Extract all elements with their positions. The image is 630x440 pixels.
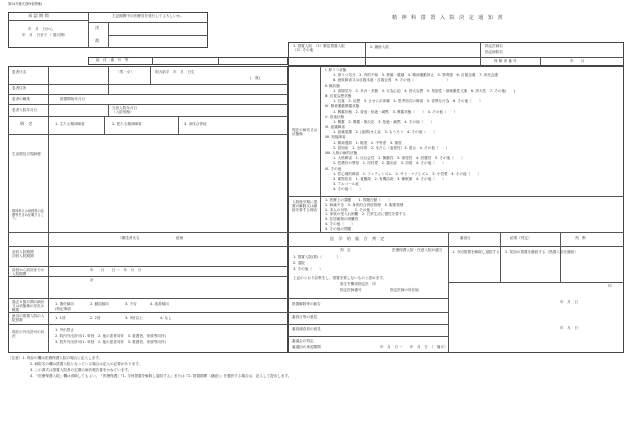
hospital-code: 保 険 者 番 号	[494, 59, 517, 63]
status-option-2: 2. 院内外出許可(1. 単独 2. 他の患者同伴 3. 看護者、家族等同伴)	[55, 334, 166, 338]
symptom-item: 2. 認知症 1. 全体的 2. まだら（血管性）3. 混合 4. その他（ ）	[333, 145, 450, 150]
past-visits-label: 前回入院期間 初回入院期間	[12, 250, 34, 259]
insurer-label: 指定医師番号	[340, 288, 362, 292]
occupation-label: 患者の職業	[12, 97, 30, 101]
impediment-item: 2. 本人の対処 1. その他（ ）	[325, 207, 385, 212]
symptom-item: Ⅶ. 知能障害	[325, 135, 346, 140]
final-label: 審議会の判定	[292, 339, 314, 343]
seal: 印	[608, 284, 612, 288]
history-label: 生活歴及び現病歴	[12, 152, 41, 156]
age-note: ( 歳)	[250, 76, 260, 80]
footnote: 4. 『医療保護入院』欄は省略してもよい。『医療保護』『1. 今回措置を解除し退院する』または『2. 措置期間（継続）』を選択する場合は、記入して提出します。	[30, 374, 292, 379]
diagnosis-option-3: 3. 身体合併症	[184, 122, 207, 126]
symptom-item: Ⅱ. 躁状態	[325, 83, 340, 88]
doctor-label: （陳述者氏名	[118, 236, 140, 240]
impediment-item: 2. 病識不全 3. 身体的合併症管理 4. 服薬管理	[325, 202, 404, 207]
symptom-item: Ⅵ. 意識障害	[325, 125, 345, 130]
treatment-option-1: 1. 悪化傾向	[55, 302, 74, 306]
impediment-item: 1. 家族の受入れ困難 2. 日常生活に慢性を要する	[325, 212, 407, 217]
status-option-3: 3. 院外外出許可(1. 単独 2. 他の患者同伴 3. 看護者、家族等同伴)	[55, 340, 166, 344]
history-note: 精神科又は神経科の診療等を含め記載すること。	[12, 209, 44, 221]
continued-admission: 2. 継続入院	[370, 45, 389, 49]
result-option-2: 2. 退院	[293, 261, 305, 265]
status-option-1: 1. 外出禁止	[55, 328, 74, 332]
approval-note: 左記期間中の医療券を発行してよろしいか。	[112, 14, 184, 18]
apply-header-1: 審査日	[460, 236, 471, 240]
treatment-note: (特記事項	[55, 307, 71, 311]
hospital-from: 年 月 日 ～ 年 月 日	[90, 268, 142, 272]
end-date: 年 月 日 ～ 年 月 日 （ 箇月）	[380, 345, 448, 349]
footnote: 3. この書式は措置入院者の定期の病状報告書をかねています。	[30, 368, 132, 373]
admission-type: 1. 措置入院 （1）緊急措置入院 （2）その他	[293, 44, 345, 53]
approval-review: 裁	[95, 38, 100, 43]
treatment-label: 過去６箇月間の病状又は状態像の変化の概要	[12, 300, 45, 313]
insurer-code: 指定医師の所在地	[390, 288, 419, 292]
dob-field: 明大昭平 年 月 日生	[155, 70, 195, 74]
impediment-item: 4. その他（ ）	[325, 221, 355, 226]
symptom-item: Ⅴ. 昏迷状態	[325, 114, 345, 119]
address-label: 患者住所	[12, 86, 27, 90]
approval-period-label: 承 認 期 間	[28, 13, 49, 18]
symptom-item: 1. 高揚気分 2. 多弁・多動 3. 行為心迫 4. 誇大妄想 5. 易怒性・被刺激性亢進 6. 誇大性 7. その他( )	[333, 88, 516, 93]
impediment-item: 3. その他の問題	[325, 226, 352, 231]
symptom-item: Ⅸ. その他	[325, 166, 342, 171]
symptom-item: 4. その他（ ）	[333, 187, 363, 192]
treatment-option-4: 4. 改善傾向	[150, 302, 169, 306]
apply-label: 措置解除等の勧告	[292, 302, 321, 306]
treatment-option-2: 2. 動揺傾向	[90, 302, 109, 306]
symptom-item: 1. 興奮状態 2. 昏迷・拒絶・緘黙 3. 興奮状態（ ） 4. その他（ ）	[333, 109, 458, 114]
symptom-item: Ⅷ. 人格の病的状態	[325, 151, 358, 155]
impediment-label: 入院後早期に措置の解除又は継続を要する理由	[292, 200, 318, 213]
count-option-3: 3. 3回以上	[125, 316, 143, 320]
symptom-item: Ⅰ. 抑うつ状態	[325, 68, 347, 72]
footnote: （注意）1. 保存の欄は医療保護入院の場合に記入します。	[8, 356, 103, 360]
referral-name: 指定医師名	[485, 44, 503, 48]
symptom-item: 1. 興奮 2. 興奮・無反応 3. 拒絶・緘黙 4. その他（ ）	[333, 119, 434, 124]
left-table	[8, 66, 288, 353]
evaluator-label: 審査日等の意見	[292, 315, 318, 319]
count-option-2: 2. 2回	[90, 316, 101, 320]
symptom-item: Ⅳ. 精神運動興奮状態	[325, 104, 360, 109]
note-sign: 厚生労働省指定医 印	[340, 282, 376, 286]
start-date-label: 措置開始年月日	[60, 97, 86, 101]
current-state-label: 現在の病状又は状態像	[292, 128, 318, 137]
symptom-list	[325, 68, 621, 193]
footnote: 2. 病院名の欄は措置入院となっている場合は記入の必要があります。	[30, 362, 143, 367]
end-date-label: 審議回の承認期間	[292, 345, 321, 349]
impediment-item: 3. 住居確保の困難性	[325, 217, 359, 222]
symptom-item: 1. 意識混濁 2. (夜間)せん妄 3. もうろう 4. その他（ ）	[333, 130, 437, 135]
symptom-item: 1. 性心理的障害 1. フェティシズム 2. サド・マゾヒズム 3. 小児愛 4. その他（ ）	[333, 171, 481, 176]
symptom-item: 1. 精神遅滞 1. 軽度 2. 中等度 3. 重度	[333, 140, 402, 145]
symptom-item: 3. アルコール症	[333, 182, 359, 187]
judge-label: 判 定	[340, 248, 351, 252]
apply-header-3: 判 断	[575, 236, 586, 240]
approval-to: 年 月 日まで （ 箇月間）	[22, 33, 68, 37]
form-number: 第24号様式(第9条関係)	[8, 2, 43, 6]
final-date: 年 月 日	[560, 326, 578, 330]
symptom-item: 2. 性嗜好の異常 1. 同性愛 2. 露出症 3. 窃視 4. その他（ ）	[333, 161, 446, 166]
symptom-item: 8. 意欲障害又は自殺未遂・自殺企図 9. その他（ ）	[333, 78, 450, 83]
symptom-item: Ⅲ. 幻覚妄想状態	[325, 93, 352, 98]
judge-result: 医療保護入院・任意入院が適当	[392, 248, 443, 252]
symptom-item: 1. 抑うつ気分 2. 内的不穏 3. 焦燥・激越 4. 精神運動抑止 5. 罪責感 6. 自殺念慮 7. 希死念慮	[333, 73, 498, 78]
total-label: 計	[90, 278, 94, 282]
admission-form-label: 当該入院年月日 （入院形態）	[112, 106, 138, 115]
count-row-label: 最近の措置入院の入院回数	[12, 314, 45, 323]
apply-row-1: 1. 今回措置を解除し退院する	[452, 250, 500, 254]
note-line: 上記のとおり診察をし、措置を要しないものと認めます。	[293, 276, 387, 280]
sex-field: （男・女）	[116, 70, 134, 74]
diagnosis-option-2: 2. 従たる精神障害	[112, 122, 142, 126]
past-hospital-label: 前回から前回までの入院期間	[12, 268, 45, 277]
approval-decision: 決	[95, 25, 100, 30]
patient-name-label: 患者氏名	[12, 70, 27, 74]
other-date: 年 月 日	[560, 300, 578, 304]
admission-date-label: 患者入院年月日	[12, 108, 38, 112]
treatment-option-3: 3. 不変	[125, 302, 137, 306]
status-label: 現在の外出許可の状況	[12, 330, 45, 339]
symptom-item: 2. 薬物依存 1. 覚醒剤 2. 有機溶剤 3. 睡眠薬 4. その他（ ）	[333, 176, 446, 181]
hospital-name: 指定病院名	[485, 50, 503, 54]
benefit-number-label: 給 付 番 号 等	[96, 58, 129, 62]
symptom-item: 1. 幻覚 2. 妄想 3. させられ体験 4. 思考形式の障害 5. 奇異な行為 6. その他（ ）	[333, 99, 483, 104]
apply-row-2: 2. 従前の措置を継続する（措置入院を継続）	[505, 250, 578, 254]
footnotes	[8, 356, 624, 381]
other-label: 審査調査員の意見	[292, 327, 321, 331]
count-option-4: 4. なし	[160, 316, 172, 320]
diagnosis-option-1: 1. 主たる精神障害	[55, 122, 85, 126]
result-option-3: 3. その他（ ）	[293, 267, 323, 271]
impediment-item: 1. 医療上の課題 1. 問題行動（ ）	[325, 198, 392, 202]
symptom-item: 1. 人格障害 1. 反社会性 2. 衝動性 3. 演技性 4. 回避性 5. その他（ ）	[333, 156, 465, 161]
approval-from: 年 月 日から	[28, 27, 54, 31]
diagnosis-label: 病 名	[20, 121, 33, 126]
relation-label: 続柄	[176, 236, 184, 240]
comprehensive-judgment-label: 医 学 的 総 合 判 定	[330, 236, 385, 241]
year-month: 年 月	[570, 59, 585, 63]
apply-header-2: 結果（判定）	[510, 236, 532, 240]
document-title: 精 神 科 措 置 入 院 決 定 通 知 書	[392, 15, 504, 21]
impediment-list	[325, 198, 621, 232]
result-option-1: 1. 措置入院(要)（ ）	[293, 255, 340, 259]
count-option-1: 1. 1回	[55, 316, 66, 320]
